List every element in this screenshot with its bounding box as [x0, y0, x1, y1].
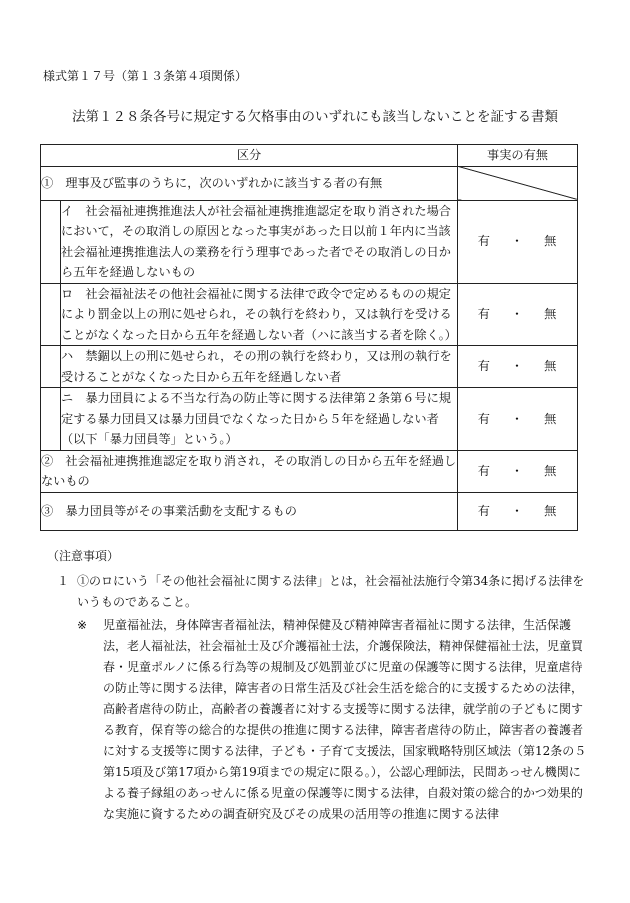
answer-yes[interactable]: 有	[477, 503, 491, 518]
section-1-row	[41, 166, 578, 200]
answer-cell[interactable]	[458, 283, 578, 346]
table-row	[41, 200, 578, 283]
notes-section	[47, 546, 592, 825]
answer-cell[interactable]	[458, 388, 578, 451]
item-ha-text: ハ 禁錮以上の刑に処せられ，その刑の執行を終わり，又は刑の執行を受けることがなくなった日から五年を経過しない者	[61, 346, 458, 388]
note-star-mark: ※	[77, 618, 88, 632]
answer-no[interactable]: 無	[544, 503, 558, 518]
answer-separator: ・	[510, 234, 525, 249]
notes-heading: （注意事項）	[47, 549, 120, 563]
section-2-text: ② 社会福祉連携推進認定を取り消され，その取消しの日から五年を経過しないもの	[41, 450, 458, 492]
indent-cell	[41, 200, 61, 283]
disqualification-table	[40, 144, 578, 531]
section-3-row	[41, 492, 578, 530]
item-ni-text: ニ 暴力団員による不当な行為の防止等に関する法律第２条第６号に規定する暴力団員又は暴力団員でなくなった日から５年を経過しない者（以下「暴力団員等」という。）	[61, 388, 458, 451]
answer-separator: ・	[510, 503, 525, 518]
item-i-text: イ 社会福祉連携推進法人が社会福祉連携推進認定を取り消された場合において，その取消しの原因となった事実があった日以前１年内に当該社会福祉連携推進法人の業務を行う理事であった者でその取消しの日から五年を経過しないもの	[61, 200, 458, 283]
answer-separator: ・	[510, 307, 525, 321]
answer-cell[interactable]	[458, 200, 578, 283]
indent-cell	[41, 346, 61, 388]
answer-yes[interactable]: 有	[477, 411, 491, 426]
note-number: １	[57, 574, 70, 588]
answer-cell[interactable]	[458, 492, 578, 530]
note-text: ①のロにいう「その他社会福祉に関する法律」とは，社会福祉法施行令第34条に掲げる法律をいうものであること。	[77, 574, 585, 609]
note-star-item	[77, 615, 592, 825]
answer-no[interactable]: 無	[544, 359, 558, 374]
answer-separator: ・	[510, 411, 525, 426]
table-row	[41, 388, 578, 451]
form-number: 様式第１７号（第１３条第４項関係）	[43, 69, 248, 83]
section-1-text: ① 理事及び監事のうちに，次のいずれかに該当する者の有無	[41, 166, 458, 200]
answer-yes[interactable]: 有	[477, 463, 491, 478]
table-row	[41, 346, 578, 388]
answer-cell[interactable]	[458, 346, 578, 388]
diagonal-cell	[458, 166, 578, 200]
answer-no[interactable]: 無	[544, 411, 558, 426]
note-star-text: 児童福祉法，身体障害者福祉法，精神保健及び精神障害者福祉に関する法律，生活保護法，老人福祉法，社会福祉士及び介護福祉士法，介護保険法，精神保健福祉士法，児童買春・児童ポルノに係る行為等の規制及び処罰並びに児童の保護等に関する法律，児童虐待の防止等に関する法律，障害者の日常生活及び社会生活を総合的に支援するための法律，高齢者虐待の防止，高齢者の養護者に対する支援等に関する法律，就学前の子どもに関する教育，保育等の総合的な提供の推進に関する法律，障害者虐待の防止，障害者の養護者に対する支援等に関する法律，子ども・子育て支援法，国家戦略特別区域法（第12条の５第15項及び第17項から第19項までの規定に限る。），公認心理師法，民間あっせん機関による養子縁組のあっせんに係る児童の保護等に関する法律，自殺対策の総合的かつ効果的な実施に資するための調査研究及びその成果の活用等の推進に関する法律	[103, 618, 587, 821]
document-title: 法第１２８条各号に規定する欠格事由のいずれにも該当しないことを証する書類	[72, 109, 558, 125]
answer-no[interactable]: 無	[544, 307, 558, 321]
answer-no[interactable]: 無	[544, 463, 558, 478]
table-header-row	[41, 145, 578, 167]
section-3-text: ③ 暴力団員等がその事業活動を支配するもの	[41, 492, 458, 530]
indent-cell	[41, 388, 61, 451]
section-2-row	[41, 450, 578, 492]
answer-yes[interactable]: 有	[477, 307, 491, 321]
item-ro-text: ロ 社会福祉法その他社会福祉に関する法律で政令で定めるものの規定により罰金以上の刑に処せられ，その執行を終わり，又は執行を受けることがなくなった日から五年を経過しない者（ハに該当する者を除く。）	[61, 283, 458, 346]
table-row	[41, 283, 578, 346]
answer-no[interactable]: 無	[544, 234, 558, 249]
answer-separator: ・	[510, 463, 525, 478]
note-item	[57, 571, 592, 613]
column-header-category: 区分	[41, 145, 458, 167]
column-header-fact: 事実の有無	[458, 145, 578, 167]
indent-cell	[41, 283, 61, 346]
answer-separator: ・	[510, 359, 525, 374]
answer-yes[interactable]: 有	[477, 234, 491, 249]
answer-yes[interactable]: 有	[477, 359, 491, 374]
answer-cell[interactable]	[458, 450, 578, 492]
